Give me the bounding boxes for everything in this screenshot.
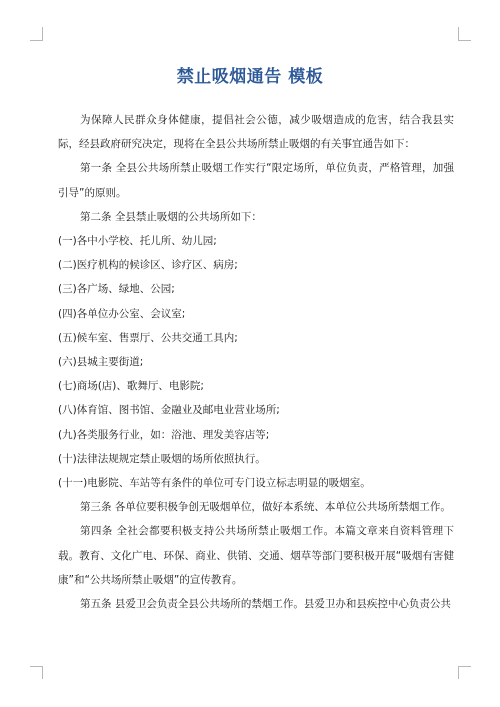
document-title: 禁止吸烟通告 模板 — [176, 67, 324, 87]
crop-mark-bottom-right-h — [458, 666, 471, 667]
list-item: (九)各类服务行业，如：浴池、理发美容店等; — [58, 428, 270, 441]
list-item: (二)医疗机构的候诊区、诊疗区、病房; — [58, 259, 238, 272]
crop-mark-bottom-right-v — [458, 666, 459, 679]
list-item: (十一)电影院、车站等有条件的单位可专门设立标志明显的吸烟室。 — [58, 477, 371, 490]
crop-mark-bottom-left-v — [42, 666, 43, 679]
list-item: (六)县城主要街道; — [58, 356, 144, 369]
document-body — [58, 108, 454, 616]
crop-mark-top-right-v — [458, 27, 459, 40]
list-item: (四)各单位办公室、会议室; — [58, 307, 186, 320]
article-3: 第三条 各单位要积极争创无吸烟单位，做好本系统、本单位公共场所禁烟工作。 — [80, 501, 451, 514]
article-2: 第二条 全县禁止吸烟的公共场所如下： — [80, 210, 262, 223]
crop-mark-top-left-h — [30, 40, 43, 41]
list-item: (一)各中小学校、托儿所、幼儿园; — [58, 235, 217, 248]
list-item: (五)候车室、售票厅、公共交通工具内; — [58, 331, 238, 344]
article-1: 第一条 全县公共场所禁止吸烟工作实行“限定场所，单位负责，严格管理，加强引导”的原则。 — [58, 162, 454, 199]
intro-paragraph: 为保障人民群众身体健康，提倡社会公德，减少吸烟造成的危害，结合我县实际，经县政府研究决定，现将在全县公共场所禁止吸烟的有关事宜通告如下： — [58, 114, 454, 151]
list-item: (七)商场(店)、歌舞厅、电影院; — [58, 380, 204, 393]
article-5: 第五条 县爱卫会负责全县公共场所的禁烟工作。县爱卫办和县疾控中心负责公共 — [80, 598, 451, 611]
list-item: (八)体育馆、图书馆、金融业及邮电业营业场所; — [58, 404, 280, 417]
crop-mark-top-left-v — [42, 27, 43, 40]
crop-mark-top-right-h — [458, 40, 471, 41]
article-4: 第四条 全社会都要积极支持公共场所禁止吸烟工作。本篇文章来自资料管理下载。教育、文化广电、环保、商业、供销、交通、烟草等部门要积极开展“吸烟有害健康”和“公共场所禁止吸烟”的宣传教育。 — [58, 525, 454, 586]
list-item: (三)各广场、绿地、公园; — [58, 283, 175, 296]
list-item: (十)法律法规规定禁止吸烟的场所依照执行。 — [58, 452, 266, 465]
